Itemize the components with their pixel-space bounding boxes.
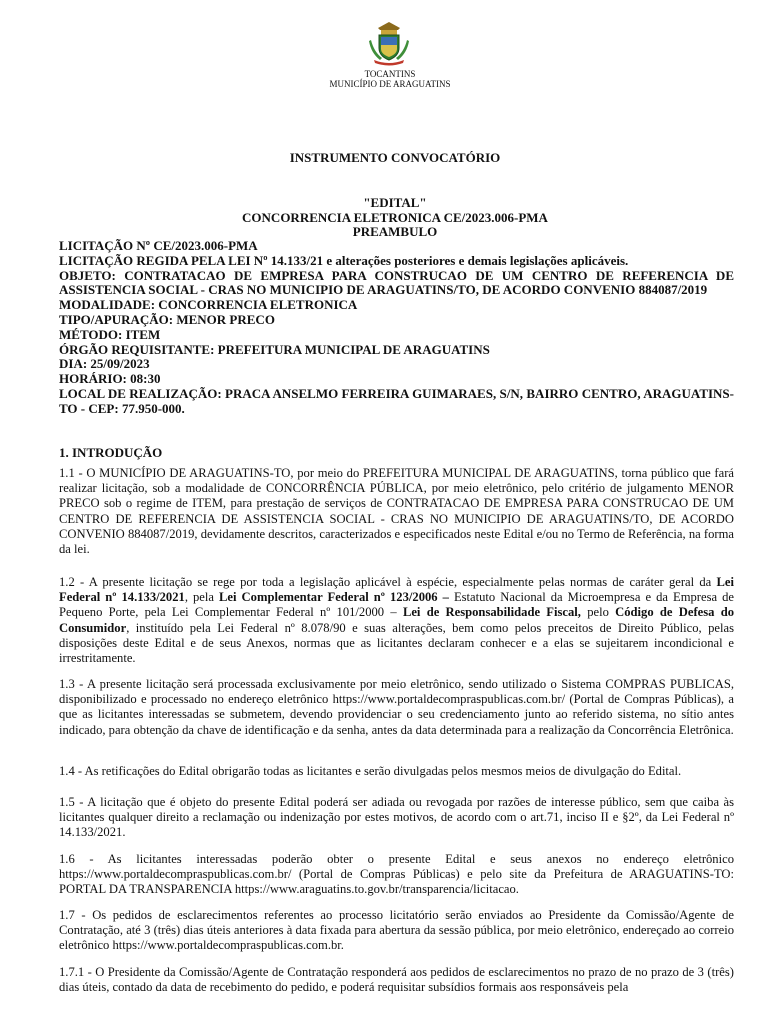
paragraph-1-6: 1.6 - As licitantes interessadas poderão obter o presente Edital e seus anexos no endereço eletrônico https://www.portaldecompraspublicas.com.br/ (Portal de Compras Públicas) e pelo site da Prefeitura de ARAGUATINS-TO: PORTAL DA TRANSPARENCIA https://www.araguatins.to.gov.br/transparencia/licitacao. [59, 852, 734, 897]
p1-2-cdc: Código de Defesa do Consumidor [59, 605, 735, 635]
horario: HORÁRIO: 08:30 [59, 371, 161, 387]
paragraph-1-4: 1.4 - As retificações do Edital obrigarão todas as licitantes e serão divulgadas pelos mesmos meios de divulgação do Edital. [59, 764, 682, 778]
paragraph-1-5: 1.5 - A licitação que é objeto do presente Edital poderá ser adiada ou revogada por razões de interesse público, sem que caiba às licitantes qualquer direito a reclamação ou indenização por estes motivos, de acordo com o art.71, inciso II e §2º, da Lei Federal nº 14.133/2021. [59, 795, 734, 840]
p1-2-text-i: , instituído pela Lei Federal nº 8.078/90 e suas alterações, bem como pelos preceitos de Direito Público, pelas disposições deste Edital e de seus Anexos, normas que as licitantes declaram conhecer e a elas se sujeitarem incondicional e irrestritamente. [59, 620, 734, 666]
orgao-requisitante: ÓRGÃO REQUISITANTE: PREFEITURA MUNICIPAL DE ARAGUATINS [59, 341, 490, 357]
p1-2-text-e: Estatuto Nacional da Microempresa e da Empresa de Pequeno Porte, pela Lei Complementar Federal nº 101/2000 – [59, 590, 734, 620]
dia: DIA: 25/09/2023 [59, 356, 150, 372]
p1-2-lrf: Lei de Responsabilidade Fiscal, [402, 605, 581, 620]
state-name: TOCANTINS [364, 69, 416, 79]
paragraph-1-7: 1.7 - Os pedidos de esclarecimentos referentes ao processo licitatório serão enviados ao Presidente da Comissão/Agente de Contratação, até 3 (três) dias úteis anteriores à data fixada para abertura da sessão pública, por meio eletrônico, endereçado ao correio eletrônico https://www.portaldecompraspublicas.com.br. [59, 908, 734, 953]
paragraph-1-7-1: 1.7.1 - O Presidente da Comissão/Agente de Contratação responderá aos pedidos de esclarecimentos no prazo de no prazo de 3 (três) dias úteis, contado da data de recebimento do pedido, e poderá requisitar subsídios formais aos responsáveis pela [59, 965, 734, 995]
document-title: INSTRUMENTO CONVOCATÓRIO [289, 150, 501, 165]
modalidade: MODALIDADE: CONCORRENCIA ELETRONICA [59, 297, 358, 313]
preambulo-heading: PREAMBULO [352, 224, 438, 239]
preamble-block [59, 239, 734, 417]
metodo: MÉTODO: ITEM [59, 326, 161, 342]
objeto: OBJETO: CONTRATACAO DE EMPRESA PARA CONSTRUCAO DE UM CENTRO DE REFERENCIA DE ASSISTENCIA SOCIAL - CRAS NO MUNICIPIO DE ARAGUATINS/TO, DE ACORDO CONVENIO 884087/2019 [59, 267, 734, 298]
p1-2-law-123: Lei Complementar Federal nº 123/2006 – [219, 590, 449, 605]
licitacao-number: LICITAÇÃO Nº CE/2023.006-PMA [59, 238, 258, 253]
paragraph-1-1: 1.1 - O MUNICÍPIO DE ARAGUATINS-TO, por meio do PREFEITURA MUNICIPAL DE ARAGUATINS, torna público que fará realizar licitação, sob a modalidade de CONCORRÊNCIA PÚBLICA, por meio eletrônico, pelo critério de julgamento MENOR PRECO sob o regime de ITEM, para prestação de serviços de CONTRATACAO DE EMPRESA PARA CONSTRUCAO DE UM CENTRO DE REFERENCIA DE ASSISTENCIA SOCIAL - CRAS NO MUNICIPIO DE ARAGUATINS/TO, DE ACORDO CONVENIO 884087/2019, devidamente descritos, caracterizados e especificados neste Edital e/ou no Termo de Referência, na forma da lei. [59, 466, 734, 557]
paragraph-1-2 [59, 575, 734, 666]
local-realizacao: LOCAL DE REALIZAÇÃO: PRACA ANSELMO FERREIRA GUIMARAES, S/N, BAIRRO CENTRO, ARAGUATINS-TO - CEP: 77.950-000. [59, 385, 734, 416]
municipal-coat-of-arms-icon [368, 20, 410, 66]
p1-2-text-g: pelo [580, 605, 616, 620]
section-title: 1. INTRODUÇÃO [59, 445, 163, 460]
p1-2-text-a: 1.2 - A presente licitação se rege por toda a legislação aplicável à espécie, especialmente pelas normas de caráter geral da [59, 575, 717, 589]
p1-2-law-14133: Lei Federal nº 14.133/2021 [59, 575, 734, 605]
paragraph-1-3: 1.3 - A presente licitação será processada exclusivamente por meio eletrônico, sendo utilizado o Sistema COMPRAS PUBLICAS, disponibilizado e processado no endereço eletrônico https://www.portaldecompraspublicas.com.br/ (Portal de Compras Públicas), a que as licitantes interessadas se submetem, devendo providenciar o seu credenciamento junto ao referido sistema, no sítio antes indicado, para obtenção da chave de identificação e da senha, antes da data determinada para a realização da Concorrência Eletrônica. [59, 677, 734, 737]
edital-label: "EDITAL" [363, 195, 427, 210]
p1-2-text-c: , pela [184, 590, 220, 605]
municipality-name: MUNICÍPIO DE ARAGUATINS [329, 79, 451, 89]
tipo-apuracao: TIPO/APURAÇÃO: MENOR PRECO [59, 311, 275, 327]
concorrencia-number: CONCORRENCIA ELETRONICA CE/2023.006-PMA [242, 210, 548, 225]
licitacao-law: LICITAÇÃO REGIDA PELA LEI Nº 14.133/21 e alterações posteriores e demais legislações aplicáveis. [59, 252, 629, 268]
